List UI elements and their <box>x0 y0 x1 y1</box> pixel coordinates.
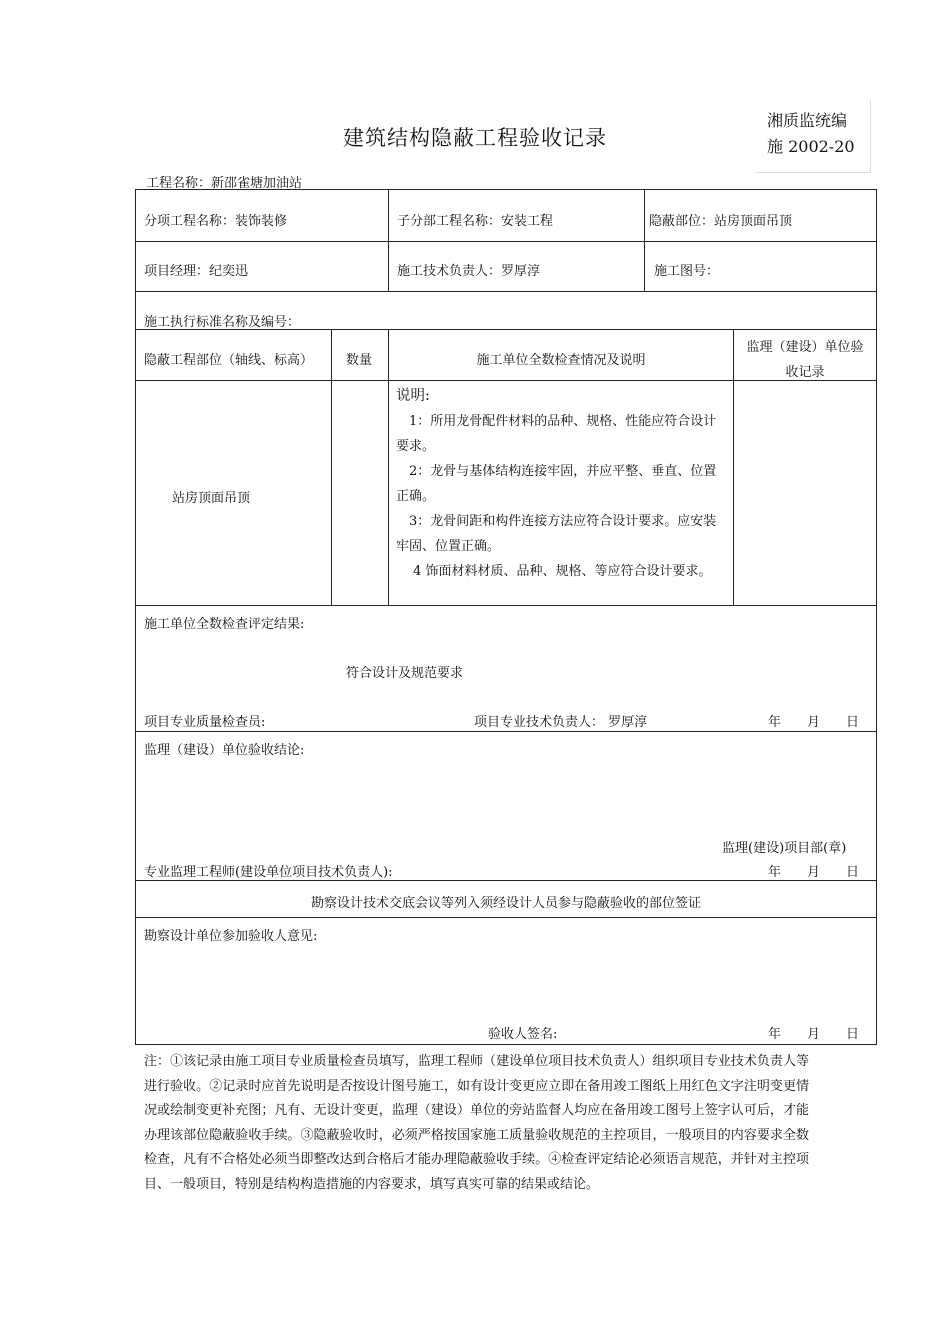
description-item: 3：龙骨间距和构件连接方法应符合设计要求。应安装牢固、位置正确。 <box>396 514 717 554</box>
supervision-stamp: 监理(建设)项目部(章) <box>722 841 847 856</box>
col-divider <box>388 329 389 605</box>
project-name: 工程名称：新邵雀塘加油站 <box>146 176 303 191</box>
col-header-supervision-line1: 监理（建设）单位验 <box>746 340 864 355</box>
drawing-number: 施工图号： <box>654 264 720 279</box>
description-item: 2：龙骨与基体结构连接牢固，并应平整、垂直、位置正确。 <box>396 464 717 504</box>
row-divider <box>136 291 876 292</box>
construction-tech-lead: 施工技术负责人：罗厚淳 <box>397 264 541 279</box>
row-divider <box>136 880 876 881</box>
hidden-part: 隐蔽部位：站房顶面吊顶 <box>649 214 793 229</box>
col-header-supervision-line2: 收记录 <box>785 365 825 380</box>
col-divider <box>331 329 332 605</box>
result-label: 施工单位全数检查评定结果: <box>144 617 305 632</box>
form-code <box>755 100 871 173</box>
supervision-label: 监理（建设）单位验收结论: <box>144 743 305 758</box>
design-heading: 勘察设计技术交底会议等列入须经设计人员参与隐蔽验收的部位签证 <box>310 896 701 911</box>
standard-name: 施工执行标准名称及编号： <box>144 315 301 330</box>
project-manager: 项目经理：纪奕迅 <box>144 264 249 279</box>
supervision-engineer: 专业监理工程师(建设单位项目技术负责人): <box>144 865 393 880</box>
design-opinion-label: 勘察设计单位参加验收人意见: <box>144 929 318 944</box>
subitem-name: 分项工程名称：装饰装修 <box>144 214 288 229</box>
description-title: 说明: <box>396 388 430 404</box>
row-divider <box>136 731 876 732</box>
col-divider <box>644 190 645 291</box>
subdivision-name: 子分部工程名称：安装工程 <box>397 214 554 229</box>
col-header-location: 隐蔽工程部位（轴线、标高） <box>144 353 314 368</box>
location-cell: 站房顶面吊顶 <box>172 491 251 506</box>
footnotes: 注：①该记录由施工项目专业质量检查员填写，监理工程师（建设单位项目技术负责人）组织项目专业技术负责人等进行验收。②记录时应首先说明是否按设计图号施工，如有设计变更应立即在备用竣工图纸上用红色文字注明变更情况或绘制变更补充图；凡有、无设计变更，监理（建设）单位的旁站监督人均应在备用竣工图号上签字认可后，才能办理该部位隐蔽验收手续。③隐蔽验收时，必须严格按国家施工质量验收规范的主控项目，一般项目的内容要求全数检查，凡有不合格处必须当即整改达到合格后才能办理隐蔽验收手续。④检查评定结论必须语言规范，并针对主控项目、一般项目，特别是结构构造措施的内容要求，填写真实可靠的结果或结论。 <box>144 1054 809 1192</box>
row-divider <box>136 241 876 242</box>
result-value: 符合设计及规范要求 <box>346 666 464 681</box>
description-item: 1：所用龙骨配件材料的品种、规格、性能应符合设计要求。 <box>396 414 717 454</box>
supervision-date: 年 月 日 <box>768 865 860 880</box>
row-divider <box>136 917 876 918</box>
form-code-line-2: 施 2002-20 <box>767 137 855 156</box>
row-divider <box>136 380 876 381</box>
design-date: 年 月 日 <box>768 1027 860 1042</box>
quality-inspector: 项目专业质量检查员: <box>144 715 266 730</box>
document-title: 建筑结构隐蔽工程验收记录 <box>343 126 607 150</box>
row-divider <box>136 605 876 606</box>
inspection-table <box>135 189 877 1045</box>
description-item: 4 饰面材料材质、品种、规格、等应符合设计要求。 <box>396 564 712 579</box>
col-header-quantity: 数量 <box>346 353 373 368</box>
result-tech-lead: 项目专业技术负责人： 罗厚淳 <box>474 715 648 730</box>
result-date: 年 月 日 <box>768 715 860 730</box>
col-header-inspection: 施工单位全数检查情况及说明 <box>476 353 646 368</box>
col-divider <box>388 190 389 291</box>
design-signer: 验收人签名: <box>488 1027 558 1042</box>
inspection-description <box>396 384 728 584</box>
form-code-line-1: 湘质监统编 <box>767 111 848 130</box>
